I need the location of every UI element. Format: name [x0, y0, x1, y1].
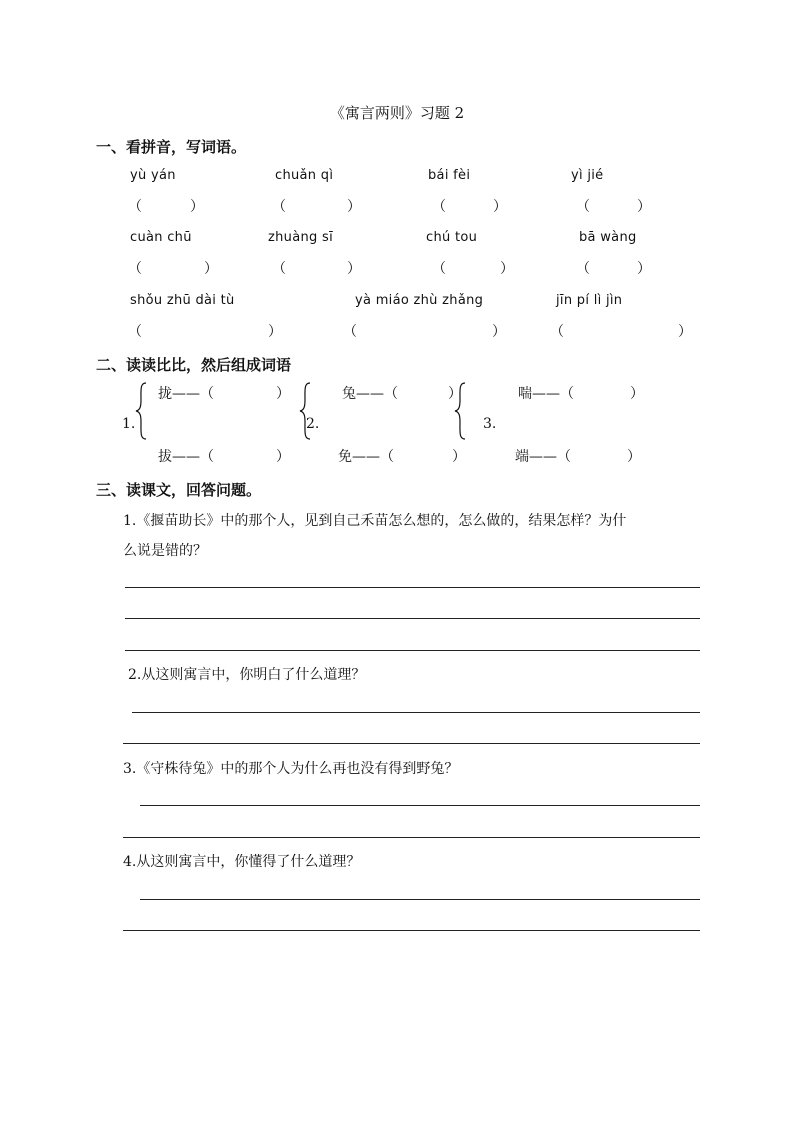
pinyin-1-1: yù yán [130, 168, 176, 183]
group-2-number: 2. [306, 416, 320, 432]
group-3-bottom: 端——（ [515, 449, 571, 465]
group-3-number: 3. [483, 416, 497, 432]
group-1-top-close: ） [276, 386, 290, 402]
answer-box-close: ） [493, 199, 507, 215]
question-3: 3.《守株待兔》中的那个人为什么再也没有得到野兔？ [123, 761, 459, 777]
pinyin-2-2: zhuàng sī [268, 230, 333, 245]
answer-box-close: ） [347, 261, 361, 277]
group-1-number: 1. [122, 416, 136, 432]
answer-box-open: （ [576, 261, 590, 277]
answer-box-open: （ [550, 324, 564, 340]
pinyin-2-3: chú tou [426, 230, 478, 245]
answer-line [140, 805, 700, 806]
answer-box-close: ） [347, 199, 361, 215]
answer-box-close: ） [637, 199, 651, 215]
answer-box-close: ） [268, 324, 282, 340]
answer-line [132, 712, 700, 713]
curly-brace-icon [453, 382, 469, 440]
section-1-heading: 一、看拼音，写词语。 [96, 138, 247, 156]
group-3-top: 喘——（ [518, 386, 574, 402]
section-3-heading: 三、读课文，回答问题。 [96, 481, 262, 499]
answer-box-open: （ [128, 199, 142, 215]
group-2-top: 兔——（ [342, 386, 398, 402]
answer-line [123, 837, 700, 838]
answer-box-close: ） [678, 324, 692, 340]
answer-box-open: （ [128, 324, 142, 340]
pinyin-1-2: chuǎn qì [275, 168, 334, 183]
pinyin-3-2: yà miáo zhù zhǎng [355, 293, 484, 308]
group-1-bottom: 拔——（ [158, 449, 214, 465]
page-title: 《寓言两则》习题 2 [329, 104, 465, 122]
answer-box-open: （ [272, 261, 286, 277]
answer-line [125, 650, 700, 651]
answer-box-open: （ [432, 199, 446, 215]
answer-line [125, 618, 700, 619]
answer-box-close: ） [204, 261, 218, 277]
pinyin-2-1: cuàn chū [130, 230, 192, 245]
group-1-top: 拢——（ [158, 386, 214, 402]
answer-box-open: （ [272, 199, 286, 215]
answer-box-open: （ [343, 324, 357, 340]
answer-line [123, 930, 700, 931]
group-3-top-close: ） [630, 386, 644, 402]
answer-line [140, 899, 700, 900]
answer-box-open: （ [128, 261, 142, 277]
question-4: 4.从这则寓言中，你懂得了什么道理？ [123, 854, 361, 870]
answer-line [123, 743, 700, 744]
section-2-heading: 二、读读比比，然后组成词语 [96, 356, 292, 374]
question-2: 2.从这则寓言中，你明白了什么道理？ [128, 667, 366, 683]
answer-box-open: （ [576, 199, 590, 215]
answer-box-close: ） [637, 261, 651, 277]
answer-box-close: ） [492, 324, 506, 340]
pinyin-1-4: yì jié [571, 168, 604, 183]
group-2-bottom: 免——（ [338, 449, 394, 465]
pinyin-1-3: bái fèi [428, 168, 471, 183]
group-3-bottom-close: ） [627, 449, 641, 465]
pinyin-3-3: jīn pí lì jìn [556, 293, 623, 308]
question-1: 1.《揠苗助长》中的那个人，见到自己禾苗怎么想的，怎么做的，结果怎样？为什 [123, 513, 627, 529]
answer-box-open: （ [432, 261, 446, 277]
answer-line [125, 587, 700, 588]
answer-box-close: ） [190, 199, 204, 215]
group-2-top-close: ） [448, 386, 462, 402]
pinyin-2-4: bā wàng [579, 230, 637, 245]
pinyin-3-1: shǒu zhū dài tù [130, 293, 235, 308]
question-1-cont: 么说是错的？ [123, 543, 207, 559]
answer-box-close: ） [500, 261, 514, 277]
group-1-bottom-close: ） [276, 449, 290, 465]
curly-brace-icon [134, 382, 150, 440]
group-2-bottom-close: ） [452, 449, 466, 465]
